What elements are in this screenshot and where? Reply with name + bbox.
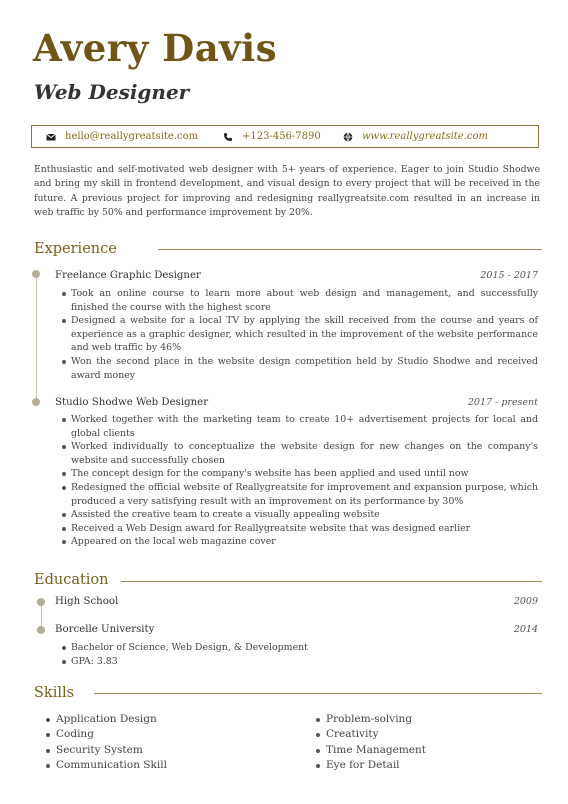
timeline-dot [37,598,45,606]
job-date: 2015 - 2017 [480,270,538,281]
education-divider [121,581,542,582]
skill-item: Security System [46,743,167,758]
education-title: High School [55,596,119,607]
timeline-dot [32,270,40,278]
contact-website[interactable] [343,131,488,142]
candidate-role: Web Designer [34,80,190,104]
job-title: Freelance Graphic Designer [55,270,201,281]
job-date: 2017 - present [467,397,538,408]
skills-list-left [46,712,167,774]
list-item: Received a Web Design award for Reallygreatsite website that was designed earlier [71,522,538,536]
skill-item: Coding [46,727,167,742]
skills-divider [94,693,542,694]
education-heading: Education [34,572,109,588]
job-bullets [71,413,538,549]
contact-bar [31,125,539,148]
phone-icon [223,132,233,142]
skill-item: Creativity [316,727,426,742]
skill-item: Communication Skill [46,758,167,773]
experience-heading: Experience [34,241,117,257]
education-bullets [71,641,538,668]
list-item: Designed a website for a local TV by applying the skill received from the course and years of experience as a graphic designer, which resulted in the improvement of the website performance and web traffic by 46% [71,315,538,354]
list-item: Assisted the creative team to create a visually appealing website [71,508,538,522]
timeline-dot [37,626,45,634]
list-item: Took an online course to learn more about web design and management, and successfully finished the course with the highest score [71,288,538,313]
list-item: Worked individually to conceptualize the website design for new changes on the company's website and successfully chosen [71,441,538,466]
list-item: Redesigned the official website of Reallygreatsite for improvement and expansion purpose, which produced a very satisfying result with an improvement on its performance by 30% [71,481,538,507]
job-bullets [71,287,538,382]
skill-item: Problem-solving [316,712,426,727]
list-item: Worked together with the marketing team to create 10+ advertisement projects for local and global clients [71,414,538,439]
contact-email[interactable] [46,131,198,142]
list-item: Won the second place in the website design competition held by Studio Shodwe and received award money [71,355,538,381]
contact-email-text: hello@reallygreatsite.com [65,131,199,142]
skills-heading: Skills [34,685,75,701]
timeline-dot [32,398,40,406]
education-date: 2014 [513,624,538,635]
mail-icon [46,132,56,142]
skill-item: Eye for Detail [316,758,426,773]
globe-icon [343,132,353,142]
list-item: GPA: 3.83 [71,655,538,669]
experience-timeline [36,276,38,402]
list-item: Bachelor of Science, Web Design, & Development [71,641,538,655]
contact-phone[interactable] [223,131,321,142]
job-title: Studio Shodwe Web Designer [55,397,209,408]
profile-summary: Enthusiastic and self-motivated web designer with 5+ years of experience. Eager to join Studio Shodwe and bring my skill in frontend development, and visual design to every project that will be received in the future. A previous project for improving and redesigning reallygreatsite.com resulted in an increase in web traffic by 50% and performance improvement by 20%. [34,164,540,219]
list-item: Appeared on the local web magazine cover [71,535,538,549]
education-date: 2009 [513,596,538,607]
skills-list-right [316,712,426,774]
candidate-name: Avery Davis [33,26,278,70]
contact-phone-text: +123-456-7890 [242,131,321,142]
experience-divider [158,249,542,250]
skill-item: Time Management [316,743,426,758]
skill-item: Application Design [46,712,167,727]
education-title: Borcelle University [55,624,155,635]
list-item: The concept design for the company's website has been applied and used until now [71,467,538,481]
contact-website-text: www.reallygreatsite.com [362,131,489,142]
